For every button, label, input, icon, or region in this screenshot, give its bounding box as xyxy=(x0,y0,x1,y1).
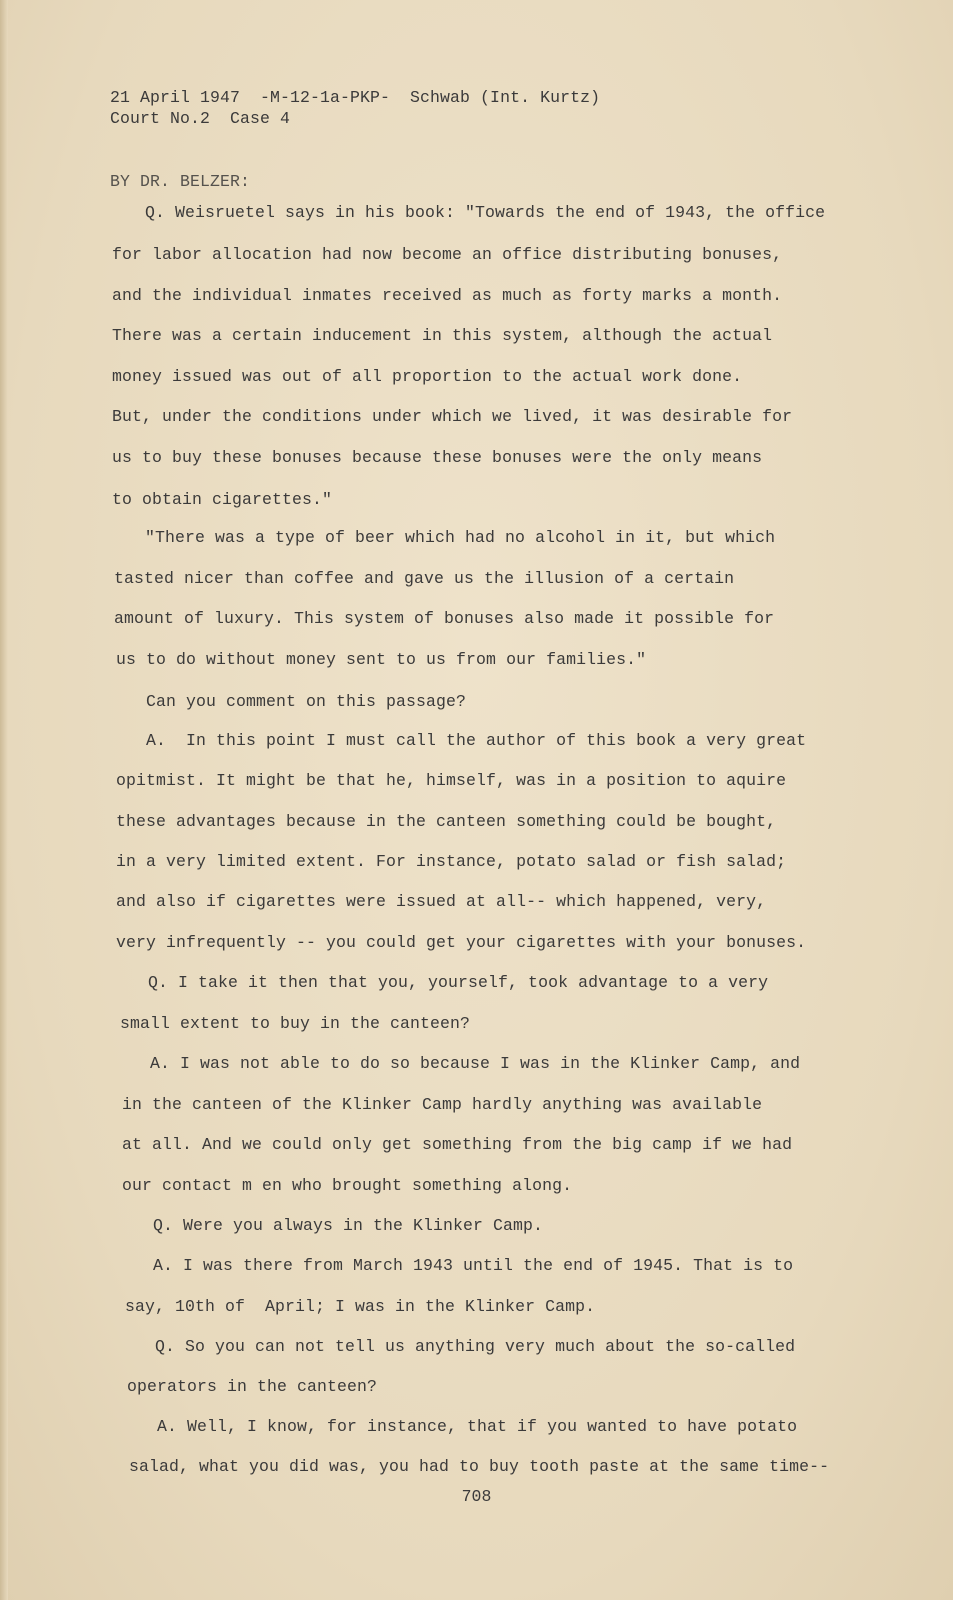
transcript-line: Can you comment on this passage? xyxy=(146,692,467,711)
transcript-line: salad, what you did was, you had to buy tooth paste at the same time-- xyxy=(129,1457,830,1476)
transcript-line: Q. Were you always in the Klinker Camp. xyxy=(153,1216,544,1235)
transcript-line: in a very limited extent. For instance, potato salad or fish salad; xyxy=(116,852,787,871)
transcript-line: us to buy these bonuses because these bonuses were the only means xyxy=(112,448,763,467)
transcript-line: in the canteen of the Klinker Camp hardly anything was available xyxy=(122,1095,763,1114)
transcript-line: us to do without money sent to us from our families." xyxy=(116,650,647,669)
transcript-line: very infrequently -- you could get your cigarettes with your bonuses. xyxy=(116,933,807,952)
page-number: 708 xyxy=(461,1487,492,1506)
transcript-line: Q. I take it then that you, yourself, took advantage to a very xyxy=(148,973,769,992)
transcript-line: and also if cigarettes were issued at all-- which happened, very, xyxy=(116,892,767,911)
transcript-line: say, 10th of April; I was in the Klinker Camp. xyxy=(125,1297,596,1316)
header-line-2: Court No.2 Case 4 xyxy=(110,109,291,128)
transcript-line: operators in the canteen? xyxy=(127,1377,378,1396)
transcript-line: opitmist. It might be that he, himself, was in a position to aquire xyxy=(116,771,787,790)
transcript-line: our contact m en who brought something along. xyxy=(122,1176,573,1195)
transcript-line: small extent to buy in the canteen? xyxy=(120,1014,471,1033)
transcript-line: A. I was there from March 1943 until the end of 1945. That is to xyxy=(153,1256,794,1275)
transcript-line: amount of luxury. This system of bonuses also made it possible for xyxy=(114,609,775,628)
transcript-line: But, under the conditions under which we lived, it was desirable for xyxy=(112,407,793,426)
transcript-line: A. In this point I must call the author of this book a very great xyxy=(146,731,807,750)
examiner-heading: BY DR. BELZER: xyxy=(110,172,251,191)
transcript-line: to obtain cigarettes." xyxy=(112,490,333,509)
page-edge xyxy=(0,0,8,1600)
transcript-line: Q. Weisruetel says in his book: "Towards the end of 1943, the office xyxy=(145,203,826,222)
transcript-line: A. I was not able to do so because I was in the Klinker Camp, and xyxy=(150,1054,801,1073)
transcript-line: Q. So you can not tell us anything very much about the so-called xyxy=(155,1337,796,1356)
transcript-line: these advantages because in the canteen something could be bought, xyxy=(116,812,777,831)
transcript-line: A. Well, I know, for instance, that if you wanted to have potato xyxy=(157,1417,798,1436)
transcript-line: There was a certain inducement in this system, although the actual xyxy=(112,326,773,345)
transcript-line: "There was a type of beer which had no alcohol in it, but which xyxy=(145,528,776,547)
transcript-line: money issued was out of all proportion to the actual work done. xyxy=(112,367,743,386)
transcript-line: at all. And we could only get something from the big camp if we had xyxy=(122,1135,793,1154)
transcript-line: and the individual inmates received as much as forty marks a month. xyxy=(112,286,783,305)
header-line-1: 21 April 1947 -M-12-1a-PKP- Schwab (Int. Kurtz) xyxy=(110,88,601,107)
transcript-line: for labor allocation had now become an office distributing bonuses, xyxy=(112,245,783,264)
transcript-line: tasted nicer than coffee and gave us the illusion of a certain xyxy=(114,569,735,588)
